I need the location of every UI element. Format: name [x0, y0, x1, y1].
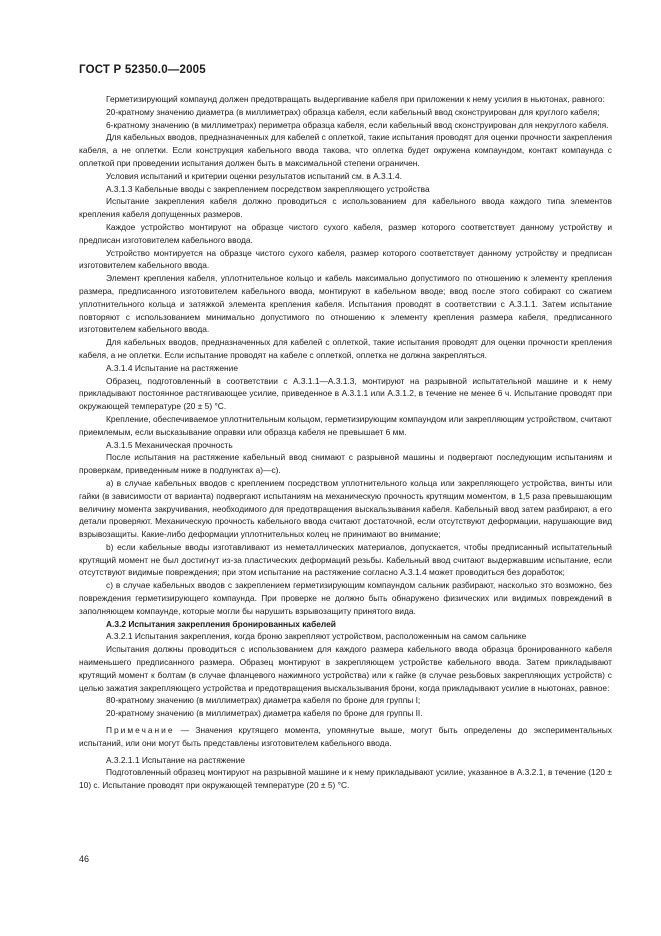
note	[79, 724, 612, 750]
paragraph: Элемент крепления кабеля, уплотнительное кольцо и кабель максимально допустимого по отношению к элементу крепления размера, предписанного изготовителем кабельного ввода, монтируют в кабельном вводе; ввод после этого собирают со сжатием уплотнительного кольца и затяжкой элемента крепления кабеля. Испытания проводят в соответствии с А.3.1.1. Затем испытание повторяют с использованием минимально допустимого по отношению к элементу крепления размера кабеля, предписанного изготовителем кабельного ввода.	[79, 273, 612, 335]
paragraph: Для кабельных вводов, предназначенных для кабелей с оплеткой, такие испытания проводят для оценки прочности крепления кабеля, а не оплетки. Если испытание проводят на кабеле с оплеткой, оплетка не должна закрепляться.	[79, 337, 612, 360]
list-item: с) в случае кабельных вводов с закреплением герметизирующим компаундом сальник разбирают, насколько это возможно, без повреждения герметизирующего компаунда. При проверке не должно быть обнаружено физических или видимых повреждений в заполняющем компаунде, которые могли бы нарушить взрывозащиту принятого вида.	[79, 580, 612, 616]
section-heading: А.3.2.1 Испытания закрепления, когда броню закрепляют устройством, расположенным на самом сальнике	[106, 631, 527, 642]
paragraph: Устройство монтируется на образце чистого сухого кабеля, размер которого соответствует данному устройству и предписан изготовителем кабельного ввода.	[79, 247, 612, 271]
section-heading: А.3.1.5 Механическая прочность	[106, 439, 233, 450]
paragraph: Испытания должны проводиться с использованием для каждого размера кабельного ввода образца бронированного кабеля наименьшего предписанного размера. Образец монтируют в закрепляющем устройстве кабельного ввода. Затем прикладывают крутящий момент к болтам (в случае фланцевого нажимного устройства) или к гайке (в случае резьбовых закрепляющих устройств) с целью зажатия закрепляющего устройства и предотвращения выскальзывания брони, когда прикладывают усилие в ньютонах, равное:	[79, 644, 612, 693]
section-heading: А.3.1.3 Кабельные вводы с закреплением посредством закрепляющего устройства	[106, 183, 430, 194]
section-heading: А.3.2.1.1 Испытание на растяжение	[106, 754, 246, 765]
paragraph: 6-кратному значению (в миллиметрах) периметра образца кабеля, если кабельный ввод сконструирован для некруглого кабеля.	[106, 119, 609, 130]
paragraph: Герметизирующий компаунд должен предотвращать выдергивание кабеля при приложении к нему усилия в ньютонах, равного:	[106, 94, 605, 104]
section-heading-bold: А.3.2 Испытания закрепления бронированных кабелей	[106, 618, 336, 629]
list-item: b) если кабельные вводы изготавливают из неметаллических материалов, допускается, чтобы предписанный испытательный крутящий момент не был достигнут из-за пластических деформаций резьбы. Кабельный ввод считают выдержавшим испытание, если отсутствуют видимые повреждения; при этом испытание на растяжение согласно А.3.1.4 может проводиться без доработок;	[79, 541, 612, 578]
paragraph: После испытания на растяжение кабельный ввод снимают с разрывной машины и подвергают последующим испытаниям и проверкам, приведенным ниже в подпунктах а)—с).	[79, 452, 612, 476]
paragraph: Образец, подготовленный в соответствии с А.3.1.1—А.3.1.3, монтируют на разрывной испытательной машине и к нему прикладывают постоянное растягивающее усилие, приведенное в А.3.1.1 или А.3.1.2, в течение не менее 6 ч. Испытание проводят при окружающей температуре (20 ± 5) °С.	[79, 375, 612, 412]
paragraph: Подготовленный образец монтируют на разрывной машине и к нему прикладывают усилие, указанное в А.3.2.1, в течение (120 ± 10) с. Испытание проводят при окружающей температуре (20 ± 5) °С.	[79, 767, 612, 791]
section-heading: А.3.1.4 Испытание на растяжение	[106, 362, 239, 373]
list-item: 80-кратному значению (в миллиметрах) диаметра кабеля по броне для группы I;	[106, 695, 421, 706]
page-number: 46	[79, 854, 90, 864]
paragraph: Для кабельных вводов, предназначенных для кабелей с оплеткой, такие испытания проводят для оценки прочности закрепления кабеля, а не оплетки. Если конструкция кабельного ввода такова, что оплетка будет окружена компаундом, контакт компаунда с оплеткой при проведении испытания должен быть в максимальной степени ограничен.	[79, 132, 612, 168]
document-body	[79, 93, 612, 792]
list-item: 20-кратному значению (в миллиметрах) диаметра кабеля по броне для группы II.	[106, 708, 423, 719]
paragraph: Крепление, обеспечиваемое уплотнительным кольцом, герметизирующим компаундом или закрепляющим устройством, считают приемлемым, если высказывание оправки или образца кабеля не превышает 6 мм.	[79, 413, 612, 437]
note-text: — Значения крутящего момента, упомянутые выше, могут быть определены до экспериментальных испытаний, или они могут быть представлены изготовителем кабельного ввода.	[79, 725, 612, 748]
list-item: а) в случае кабельных вводов с креплением посредством уплотнительного кольца или закрепляющего устройства, винты или гайки (в зависимости от варианта) подвергают испытаниям на механическую прочность крутящим моментом, в 1,5 раза превышающим величину момента закручивания, необходимого для предотвращения выскальзывания кабеля. Кабельный ввод затем разбирают, а его детали проверяют. Механическую прочность кабельного ввода считают достаточной, если отсутствуют деформации, нарушающие вид взрывозащиты. Какие-либо деформации уплотнительных колец не принимают во внимание;	[79, 477, 612, 540]
document-header: ГОСТ Р 52350.0—2005	[79, 64, 206, 76]
paragraph: Каждое устройство монтируют на образце чистого сухого кабеля, размер которого соответствует данному устройству и предписан изготовителем кабельного ввода.	[79, 221, 612, 245]
note-label: Примечание	[106, 725, 175, 736]
paragraph: 20-кратному значению диаметра (в миллиметрах) образца кабеля, если кабельный ввод сконструирован для круглого кабеля;	[106, 106, 600, 117]
paragraph: Испытание закрепления кабеля должно проводиться с использованием для кабельного ввода каждого типа элементов крепления кабеля допущенных размеров.	[79, 196, 612, 220]
paragraph: Условия испытаний и критерии оценки результатов испытаний см. в А.3.1.4.	[106, 170, 402, 181]
